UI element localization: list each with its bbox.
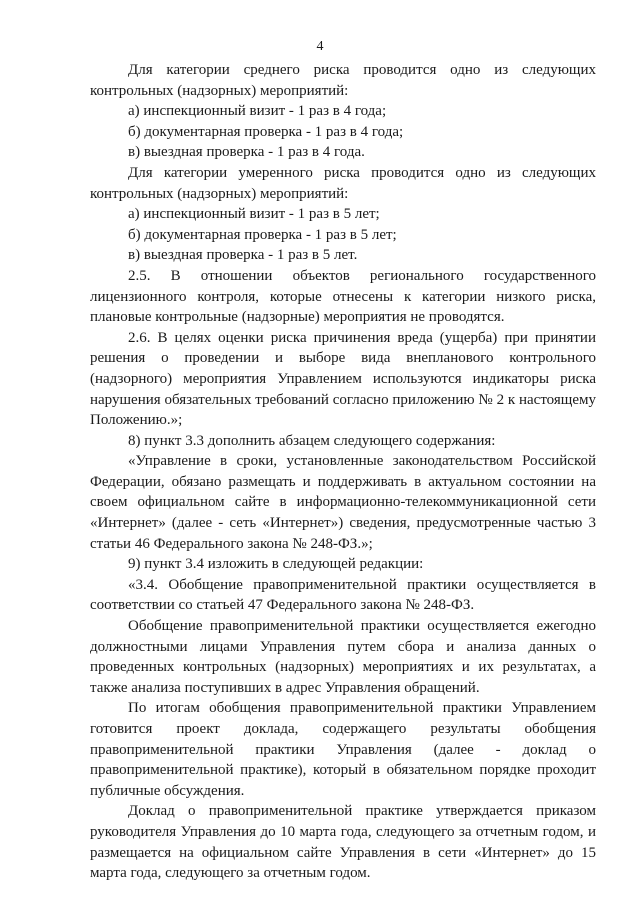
paragraph-item-8: 8) пункт 3.3 дополнить абзацем следующего содержания:: [128, 432, 496, 449]
list-item: а) инспекционный визит - 1 раз в 5 лет;: [128, 206, 380, 223]
list-item: в) выездная проверка - 1 раз в 5 лет.: [128, 247, 358, 264]
page-number: 4: [316, 39, 324, 54]
list-item: б) документарная проверка - 1 раз в 5 лет;: [128, 226, 397, 243]
paragraph-report-approval: Доклад о правоприменительной практике утверждается приказом руководителя Управления до 10 марта года, следующего за отчетным годом, и размещается на официальном сайте Управления в сети «Интернет» до 15 марта года, следующего за отчетным годом.: [90, 803, 596, 882]
list-item: а) инспекционный визит - 1 раз в 4 года;: [128, 103, 387, 120]
list-item: б) документарная проверка - 1 раз в 4 года;: [128, 123, 404, 140]
paragraph-quote-3-3: «Управление в сроки, установленные законодательством Российской Федерации, обязано размещать и поддерживать в актуальном состоянии на своем официальном сайте в информационно-телекоммуникационной сети «Интернет» (далее - сеть «Интернет») сведения, предусмотренные частью 3 статьи 46 Федерального закона № 248-ФЗ.»;: [90, 453, 596, 552]
paragraph-2-5: 2.5. В отношении объектов регионального государственного лицензионного контроля, которые отнесены к категории низкого риска, плановые контрольные (надзорные) мероприятия не проводятся.: [90, 267, 596, 326]
paragraph-2-6: 2.6. В целях оценки риска причинения вреда (ущерба) при принятии решения о проведении и выборе вида внепланового контрольного (надзорного) мероприятия Управлением используются индикаторы риска нарушения обязательных требований согласно приложению № 2 к настоящему Положению.»;: [90, 329, 596, 429]
paragraph-item-9: 9) пункт 3.4 изложить в следующей редакции:: [128, 556, 424, 573]
paragraph-generalization: Обобщение правоприменительной практики осуществляется ежегодно должностными лицами Управления путем сбора и анализа данных о проведенных контрольных (надзорных) мероприятиях и их результатах, а также анализа поступивших в адрес Управления обращений.: [90, 618, 596, 696]
paragraph-moderate-risk: Для категории умеренного риска проводится одно из следующих контрольных (надзорных) мероприятий:: [90, 164, 596, 202]
paragraph-medium-risk: Для категории среднего риска проводится одно из следующих контрольных (надзорных) мероприятий:: [90, 62, 596, 99]
paragraph-3-4: «3.4. Обобщение правоприменительной практики осуществляется в соответствии со статьей 47 Федерального закона № 248-ФЗ.: [90, 576, 596, 614]
list-item: в) выездная проверка - 1 раз в 4 года.: [128, 144, 365, 161]
document-body: [90, 60, 596, 884]
paragraph-draft-report: По итогам обобщения правоприменительной практики Управлением готовится проект доклада, содержащего результаты обобщения правоприменительной практики Управления (далее - доклад о правоприменительной практике), который в обязательном порядке проходит публичные обсуждения.: [90, 700, 596, 799]
